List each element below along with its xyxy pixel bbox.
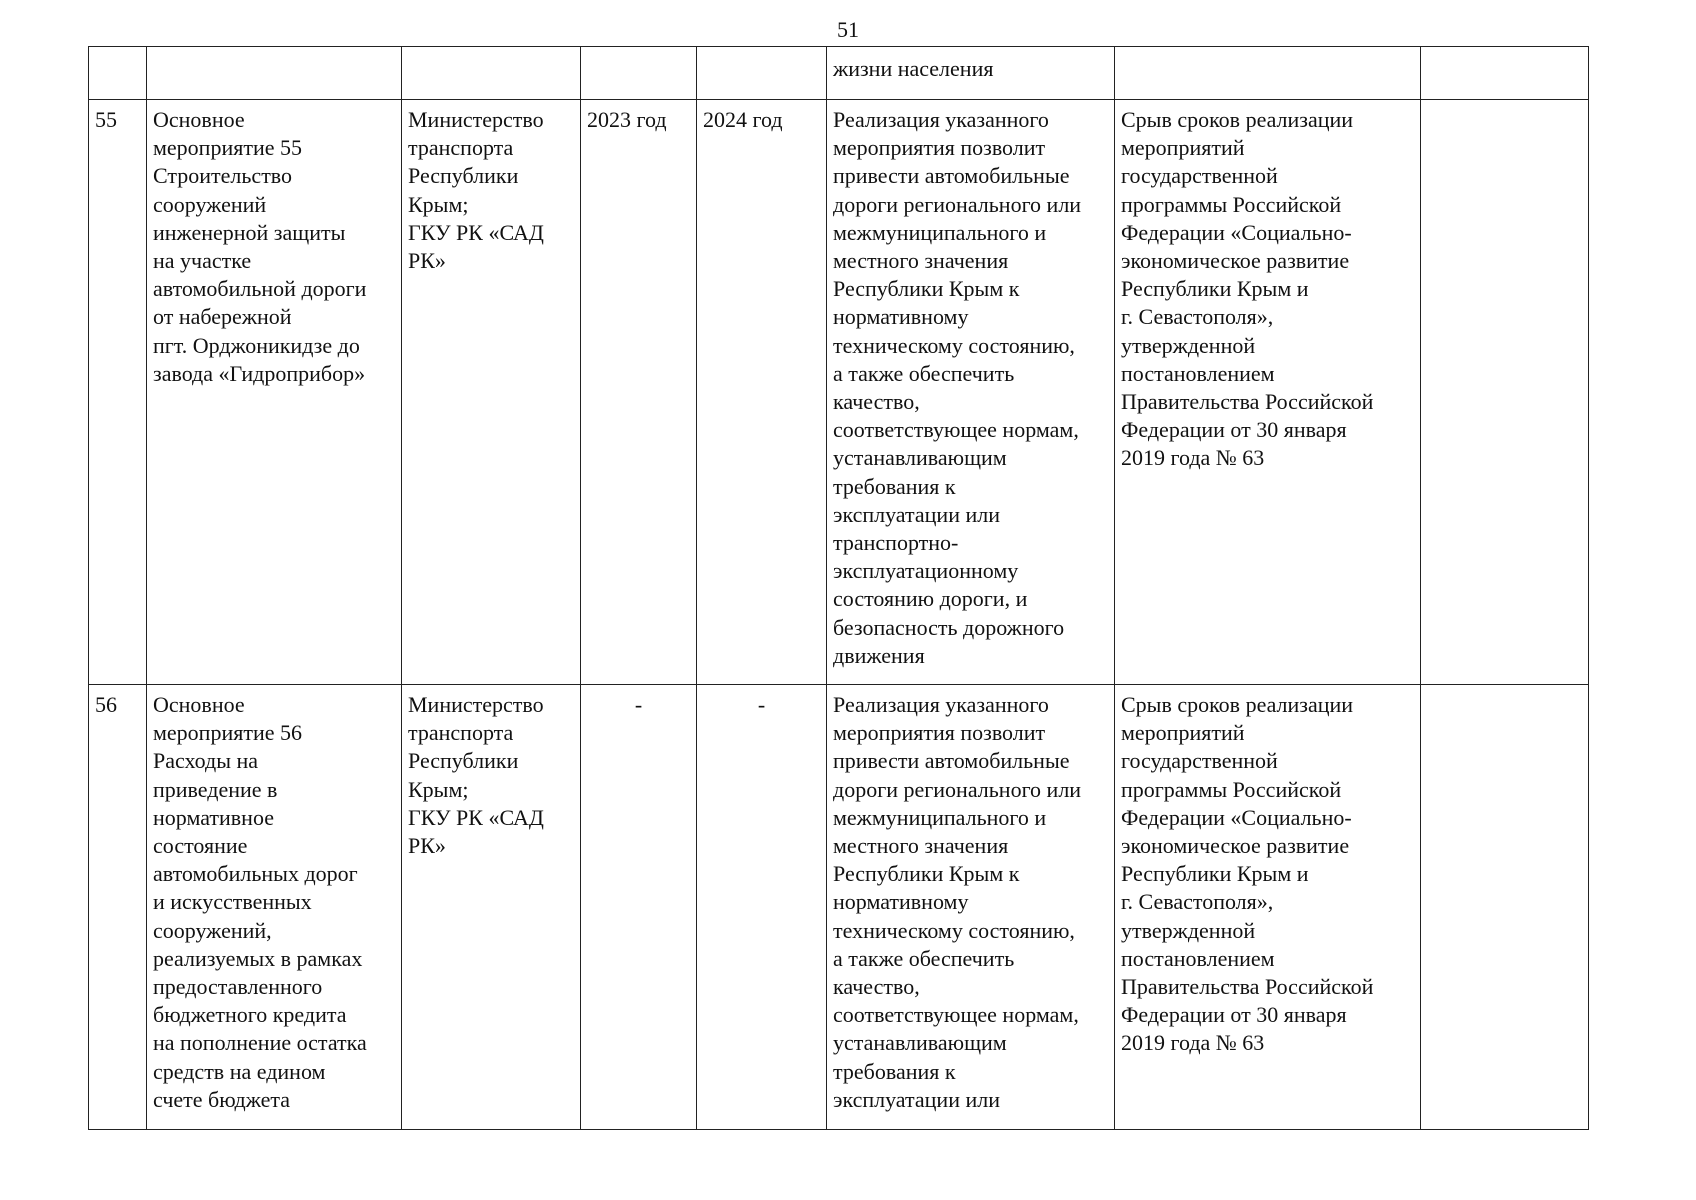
cell-start: - [581, 685, 697, 1130]
cell-end [697, 47, 827, 100]
cell-name: Основное мероприятие 55 Строительство сооружений инженерной защиты на участке автомобильной дороги от набережной пгт. Орджоникидзе до завода «Гидроприбор» [147, 100, 402, 685]
cell-start: 2023 год [581, 100, 697, 685]
cell-start [581, 47, 697, 100]
cell-extra [1421, 685, 1589, 1130]
cell-num [89, 47, 147, 100]
program-measures-table [88, 46, 1589, 1130]
cell-name [147, 47, 402, 100]
cell-num: 56 [89, 685, 147, 1130]
cell-consequence: Срыв сроков реализации мероприятий государственной программы Российской Федерации «Социально- экономическое развитие Республики Крым и г. Севастополя», утвержденной постановлением Правительства Российской Федерации от 30 января 2019 года № 63 [1115, 100, 1421, 685]
table-row [89, 685, 1589, 1130]
cell-result: Реализация указанного мероприятия позволит привести автомобильные дороги регионального или межмуниципального и местного значения Республики Крым к нормативному техническому состоянию, а также обеспечить качество, соответствующее нормам, устанавливающим требования к эксплуатации или [827, 685, 1115, 1130]
cell-consequence: Срыв сроков реализации мероприятий государственной программы Российской Федерации «Социально- экономическое развитие Республики Крым и г. Севастополя», утвержденной постановлением Правительства Российской Федерации от 30 января 2019 года № 63 [1115, 685, 1421, 1130]
table-row [89, 100, 1589, 685]
cell-consequence [1115, 47, 1421, 100]
cell-executor [402, 47, 581, 100]
cell-num: 55 [89, 100, 147, 685]
continuation-row [89, 47, 1589, 100]
cell-executor: Министерство транспорта Республики Крым; ГКУ РК «САД РК» [402, 100, 581, 685]
cell-name: Основное мероприятие 56 Расходы на приведение в нормативное состояние автомобильных дорог и искусственных сооружений, реализуемых в рамках предоставленного бюджетного кредита на пополнение остатка средств на едином счете бюджета [147, 685, 402, 1130]
cell-result: Реализация указанного мероприятия позволит привести автомобильные дороги регионального или межмуниципального и местного значения Республики Крым к нормативному техническому состоянию, а также обеспечить качество, соответствующее нормам, устанавливающим требования к эксплуатации или транспортно- эксплуатационному состоянию дороги, и безопасность дорожного движения [827, 100, 1115, 685]
cell-end: - [697, 685, 827, 1130]
cell-end: 2024 год [697, 100, 827, 685]
cell-executor: Министерство транспорта Республики Крым; ГКУ РК «САД РК» [402, 685, 581, 1130]
cell-extra [1421, 100, 1589, 685]
cell-extra [1421, 47, 1589, 100]
page-number: 51 [837, 17, 859, 42]
cell-result: жизни населения [827, 47, 1115, 100]
